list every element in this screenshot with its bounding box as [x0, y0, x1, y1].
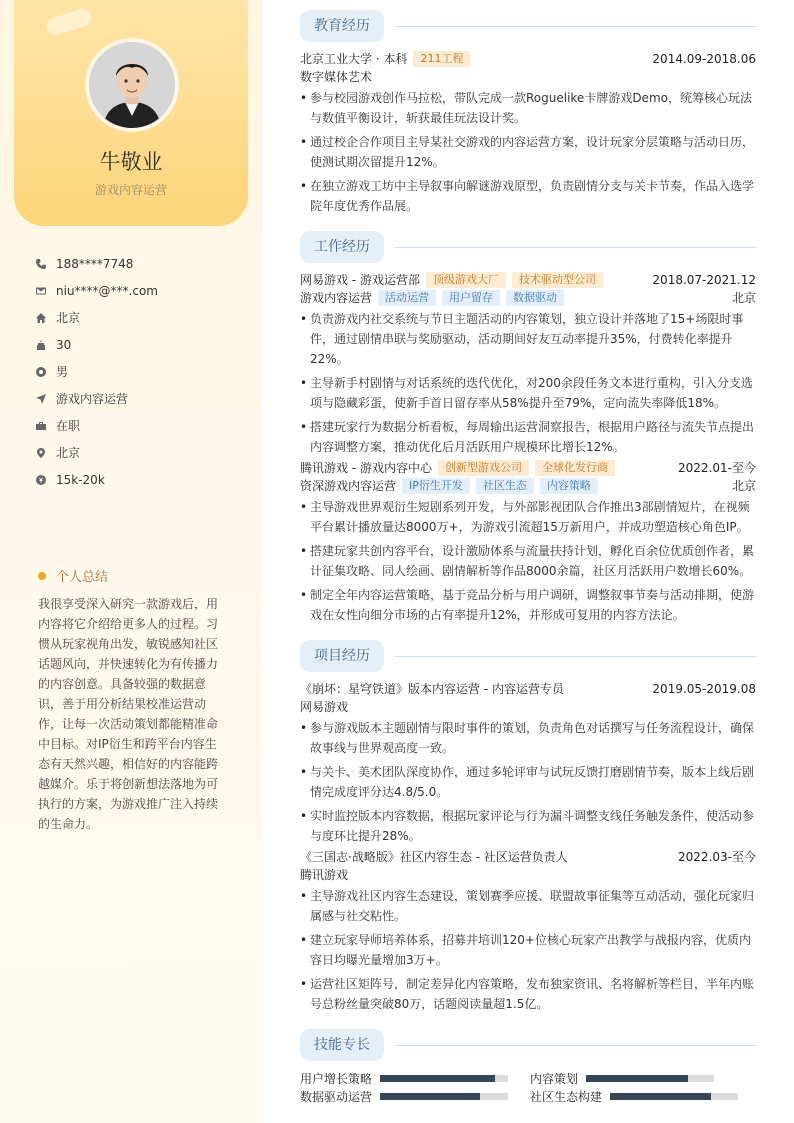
list-item: • 运营社区矩阵号，制定差异化内容策略，发布独家资讯、名将解析等栏目，半年内账号总粉丝量突破80万，话题阅读量超1.5亿。 — [300, 974, 756, 1014]
info-location — [36, 439, 158, 466]
project-header — [300, 680, 756, 698]
position-tag: 活动运营 — [378, 290, 436, 306]
decorative-pill — [44, 6, 93, 37]
skill-name: 内容策划 — [530, 1071, 579, 1086]
info-value: 北京 — [56, 446, 81, 460]
section-title: 技能专长 — [300, 1029, 384, 1061]
list-item: • 主导新手村剧情与对话系统的迭代优化，对200余段任务文本进行重构，引入分支选项与隐藏彩蛋，使新手首日留存率从58%提升至79%，定向流失率降低18%。 — [300, 373, 756, 413]
skill-bar-fill — [610, 1093, 711, 1100]
info-gender — [36, 358, 158, 385]
company-tag: 创新型游戏公司 — [438, 460, 529, 476]
company-name: 腾讯游戏 - 游戏内容中心 — [300, 461, 432, 475]
info-value: 北京 — [56, 311, 81, 325]
list-item: • 实时监控版本内容数据，根据玩家评论与行为漏斗调整支线任务触发条件，使活动参与度环比提升28%。 — [300, 806, 756, 846]
info-value: niu****@***.com — [56, 283, 158, 298]
project-date: 2019.05-2019.08 — [652, 682, 756, 696]
project-2 — [300, 848, 756, 1018]
list-item: • 与关卡、美术团队深度协作，通过多轮评审与试玩反馈打磨剧情节奏，版本上线后剧情完成度评分达4.8/5.0。 — [300, 762, 756, 802]
salary-icon — [36, 475, 56, 485]
avatar — [89, 42, 175, 128]
divider — [395, 247, 756, 248]
list-item: • 在独立游戏工坊中主导叙事向解谜游戏原型，负责剧情分支与关卡节奏，作品入选学院年度优秀作品展。 — [300, 176, 756, 216]
position-tag: 社区生态 — [476, 478, 534, 494]
skill-name: 用户增长策略 — [300, 1071, 373, 1086]
divider — [395, 656, 756, 657]
job-header — [300, 271, 756, 289]
info-value: 30 — [56, 337, 72, 352]
age-icon — [36, 340, 56, 350]
list-item: • 搭建玩家共创内容平台，设计激励体系与流量扶持计划，孵化百余位优质创作者，累计征集攻略、同人绘画、剧情解析等作品8000余篇，社区月活跃用户数增长60%。 — [300, 541, 756, 581]
list-item: • 通过校企合作项目主导某社交游戏的内容运营方案，设计玩家分层策略与活动日历，使测试期次留提升12%。 — [300, 132, 756, 172]
info-email — [36, 277, 158, 304]
info-value: 男 — [56, 365, 69, 379]
skill-name: 社区生态构建 — [530, 1089, 603, 1104]
company-name: 网易游戏 - 游戏运营部 — [300, 273, 420, 287]
project-bullets — [300, 886, 756, 1014]
position-tag: 数据驱动 — [506, 290, 564, 306]
skill-bar — [610, 1093, 738, 1100]
list-item: • 制定全年内容运营策略，基于竞品分析与用户调研，调整叙事节奏与活动排期，使游戏在女性向细分市场的占有率提升12%，并形成可复用的内容方法论。 — [300, 585, 756, 625]
info-home — [36, 304, 158, 331]
job-city: 北京 — [731, 479, 756, 493]
education-block — [300, 50, 756, 220]
company-tag: 全球化发行商 — [535, 460, 615, 476]
education-date: 2014.09-2018.06 — [652, 52, 756, 66]
info-age — [36, 331, 158, 358]
job-date: 2022.01-至今 — [678, 461, 756, 475]
info-value: 在职 — [56, 419, 81, 433]
company-tag: 技术驱动型公司 — [512, 272, 603, 288]
skill-bar — [586, 1075, 714, 1082]
project-date: 2022.03-至今 — [678, 850, 756, 864]
position-tag: IP衍生开发 — [402, 478, 470, 494]
project-org: 腾讯游戏 — [300, 868, 349, 882]
section-work — [300, 231, 756, 263]
job-position-row — [300, 289, 756, 307]
avatar-ring — [85, 38, 179, 132]
skill-bar-fill — [380, 1093, 480, 1100]
info-value: 188****7748 — [56, 256, 134, 271]
company-tag: 顶级游戏大厂 — [426, 272, 506, 288]
school-name: 北京工业大学 · 本科 — [300, 52, 408, 66]
email-icon — [36, 286, 56, 296]
section-title: 项目经历 — [300, 640, 384, 672]
skill-bar — [380, 1075, 508, 1082]
info-target — [36, 385, 158, 412]
project-name: 《三国志·战略版》社区内容生态 - 社区运营负责人 — [300, 850, 568, 864]
education-bullets — [300, 88, 756, 216]
education-major: 数字媒体艺术 — [300, 70, 373, 84]
contact-info — [36, 250, 158, 493]
list-item: • 搭建玩家行为数据分析看板，每周输出运营洞察报告，根据用户路径与流失节点提出内容调整方案，推动优化后月活跃用户规模环比增长12%。 — [300, 417, 756, 457]
list-item: • 参与校园游戏创作马拉松，带队完成一款Roguelike卡牌游戏Demo，统筹核心玩法与数值平衡设计，斩获最佳玩法设计奖。 — [300, 88, 756, 128]
project-1 — [300, 680, 756, 850]
section-skills — [300, 1029, 756, 1061]
phone-icon — [36, 259, 56, 269]
section-title: 工作经历 — [300, 231, 384, 263]
summary-heading — [36, 566, 108, 585]
list-item: • 主导游戏世界观衍生短剧系列开发，与外部影视团队合作推出3部剧情短片，在视频平台累计播放量达8000万+，为游戏引流超15万新用户，并成功塑造核心角色IP。 — [300, 497, 756, 537]
job-bullets — [300, 497, 756, 625]
education-header — [300, 50, 756, 68]
skill-bar — [380, 1093, 508, 1100]
info-value: 15k-20k — [56, 472, 105, 487]
job-header — [300, 459, 756, 477]
summary-text: 我很享受深入研究一款游戏后，用内容将它介绍给更多人的过程。习惯从玩家视角出发，敏锐感知社区话题风向，并快速转化为有传播力的内容创意。具备较强的数据意识，善于用分析结果校准运营动作，让每一次活动策划都能精准命中目标。对IP衍生和跨平台内容生态有天然兴趣，相信好的内容能跨越媒介。乐于将创新想法落地为可执行的方案，为游戏推广注入持续的生命力。 — [38, 597, 219, 831]
sidebar — [0, 0, 262, 1123]
job-bullets — [300, 309, 756, 457]
profile-role: 游戏内容运营 — [94, 183, 167, 197]
list-item: • 建立玩家导师培养体系，招募并培训120+位核心玩家产出教学与战报内容，优质内容日均曝光量增加3万+。 — [300, 930, 756, 970]
project-bullets — [300, 718, 756, 846]
section-education — [300, 10, 756, 42]
skill-bar-fill — [586, 1075, 688, 1082]
section-projects — [300, 640, 756, 672]
project-header — [300, 848, 756, 866]
divider — [395, 1045, 756, 1046]
info-phone — [36, 250, 158, 277]
skill-item — [300, 1087, 508, 1105]
work-job-2 — [300, 459, 756, 629]
profile-name: 牛敬业 — [99, 150, 163, 174]
info-status — [36, 412, 158, 439]
gender-icon — [36, 367, 56, 377]
avatar-photo — [89, 42, 175, 128]
skill-bar-fill — [380, 1075, 495, 1082]
list-item: • 负责游戏内社交系统与节日主题活动的内容策划，独立设计并落地了15+场限时事件，通过剧情串联与奖励驱动，活动期间好友互动率提升35%，付费转化率提升22%。 — [300, 309, 756, 369]
section-title: 教育经历 — [300, 10, 384, 42]
info-salary — [36, 466, 158, 493]
divider — [395, 26, 756, 27]
job-date: 2018.07-2021.12 — [652, 273, 756, 287]
summary-title: 个人总结 — [56, 570, 109, 585]
skill-item — [530, 1069, 714, 1087]
bullet-dot-icon — [38, 572, 46, 580]
school-tag: 211工程 — [413, 51, 470, 67]
job-city: 北京 — [731, 291, 756, 305]
skill-item — [530, 1087, 738, 1105]
list-item: • 参与游戏版本主题剧情与限时事件的策划，负责角色对话撰写与任务流程设计，确保故事线与世界观高度一致。 — [300, 718, 756, 758]
position-tag: 用户留存 — [442, 290, 500, 306]
skill-item — [300, 1069, 508, 1087]
project-name: 《崩坏：星穹铁道》版本内容运营 - 内容运营专员 — [300, 682, 564, 696]
job-position-row — [300, 477, 756, 495]
skill-name: 数据驱动运营 — [300, 1089, 373, 1104]
project-org: 网易游戏 — [300, 700, 349, 714]
home-icon — [36, 313, 56, 323]
location-icon — [36, 448, 56, 458]
briefcase-icon — [36, 421, 56, 431]
list-item: • 主导游戏社区内容生态建设，策划赛季应援、联盟故事征集等互动活动，强化玩家归属感与社交粘性。 — [300, 886, 756, 926]
job-position: 资深游戏内容运营 — [300, 479, 397, 493]
info-value: 游戏内容运营 — [56, 392, 129, 406]
position-tag: 内容策略 — [540, 478, 598, 494]
send-icon — [36, 394, 56, 404]
work-job-1 — [300, 271, 756, 461]
job-position: 游戏内容运营 — [300, 291, 373, 305]
